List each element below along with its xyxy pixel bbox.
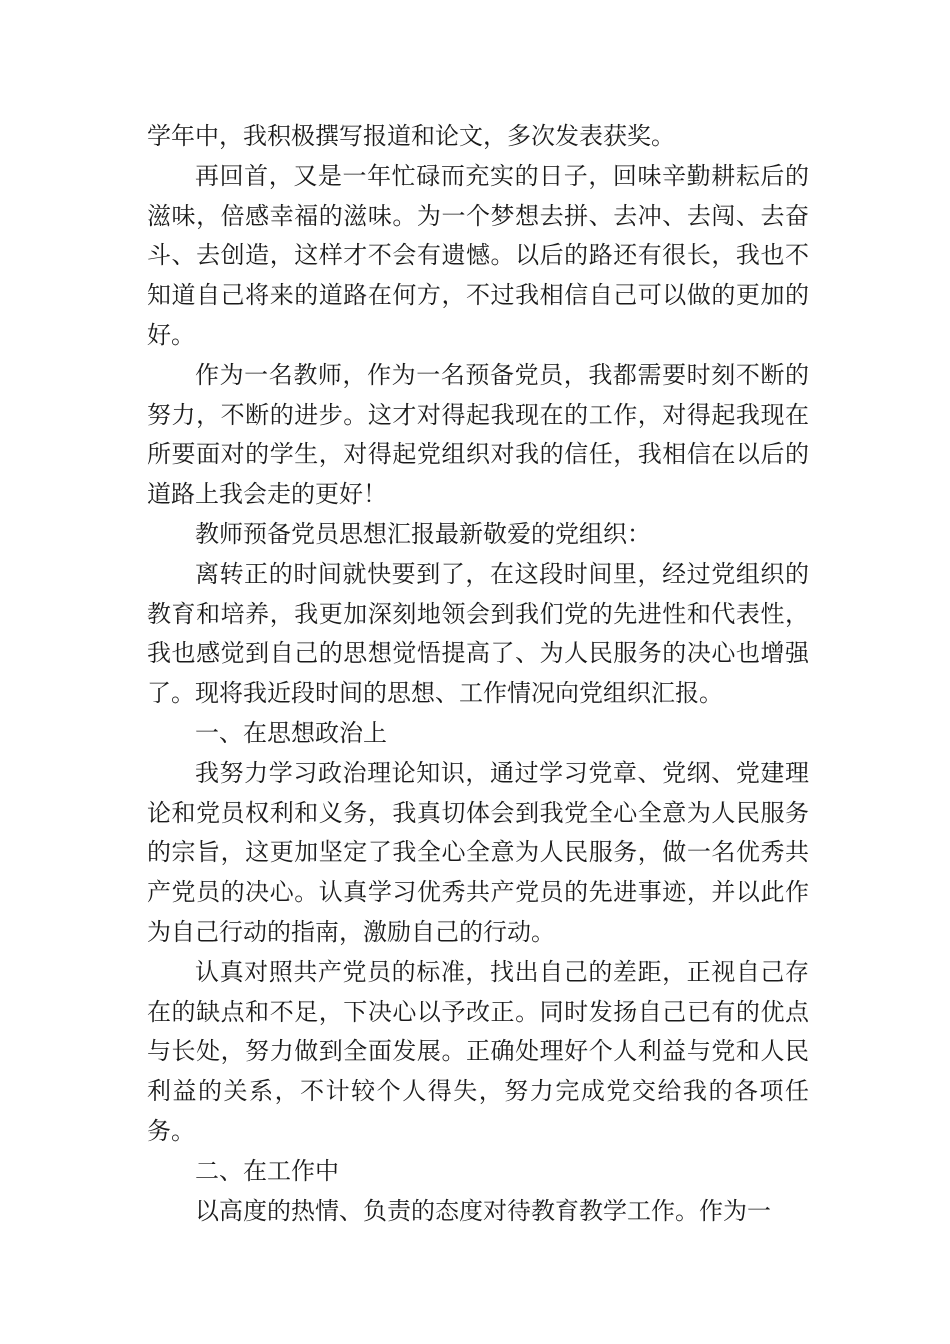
section-heading-1: 一、在思想政治上: [195, 718, 387, 747]
paragraph-8: 以高度的热情、负责的态度对待教育教学工作。作为一: [195, 1196, 771, 1225]
paragraph-6: 我努力学习政治理论知识，通过学习党章、党纲、党建理论和党员权利和义务，我真切体会到我党全心全意为人民服务的宗旨，这更加坚定了我全心全意为人民服务，做一名优秀共产党员的决心。认真学习优秀共产党员的先进事迹，并以此作为自己行动的指南，激励自己的行动。: [147, 758, 809, 946]
document-body: [147, 117, 809, 1231]
paragraph-1: 学年中，我积极撰写报道和论文，多次发表获奖。: [147, 122, 675, 150]
paragraph-5: 离转正的时间就快要到了，在这段时间里，经过党组织的教育和培养，我更加深刻地领会到我们党的先进性和代表性，我也感觉到自己的思想觉悟提高了、为人民服务的决心也增强了。现将我近段时间的思想、工作情况向党组织汇报。: [147, 559, 809, 708]
paragraph-4: 教师预备党员思想汇报最新敬爱的党组织：: [195, 519, 651, 548]
paragraph-7: 认真对照共产党员的标准，找出自己的差距，正视自己存在的缺点和不足，下决心以予改正。同时发扬自己已有的优点与长处，努力做到全面发展。正确处理好个人利益与党和人民利益的关系，不计较个人得失，努力完成党交给我的各项任务。: [147, 957, 809, 1145]
paragraph-2: 再回首，又是一年忙碌而充实的日子，回味辛勤耕耘后的滋味，倍感幸福的滋味。为一个梦想去拼、去冲、去闯、去奋斗、去创造，这样才不会有遗憾。以后的路还有很长，我也不知道自己将来的道路在何方，不过我相信自己可以做的更加的好。: [147, 161, 809, 349]
paragraph-3: 作为一名教师，作为一名预备党员，我都需要时刻不断的努力，不断的进步。这才对得起我现在的工作，对得起我现在所要面对的学生，对得起党组织对我的信任，我相信在以后的道路上我会走的更好！: [147, 360, 809, 509]
section-heading-2: 二、在工作中: [195, 1156, 339, 1185]
